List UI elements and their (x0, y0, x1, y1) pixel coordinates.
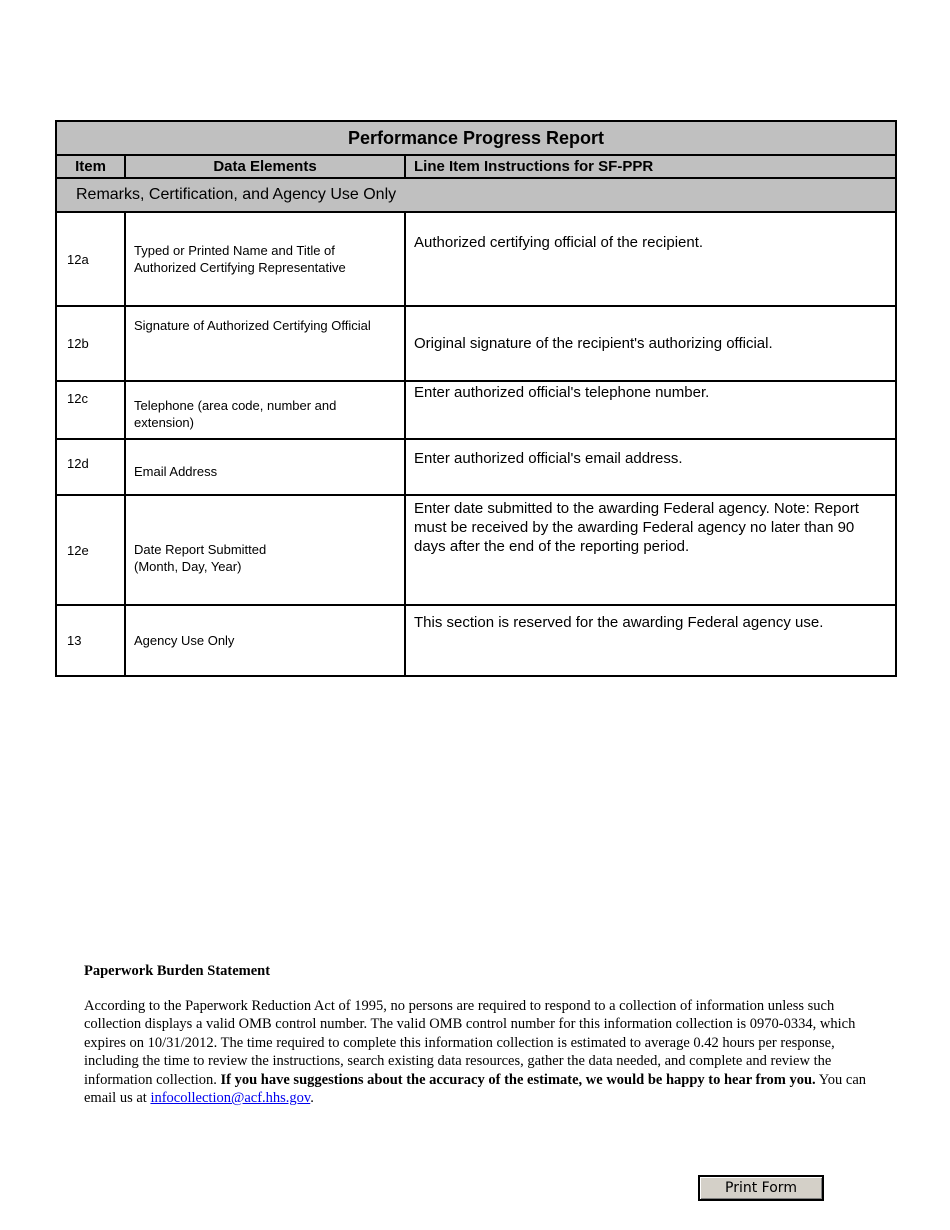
item-number-text: 12d (67, 456, 89, 471)
data-element (125, 306, 405, 381)
table-row (56, 212, 896, 306)
burden-title: Paperwork Burden Statement (84, 963, 271, 979)
header-instructions: Line Item Instructions for SF-PPR (405, 155, 896, 178)
section-heading: Remarks, Certification, and Agency Use Only (56, 178, 896, 212)
print-form-button[interactable]: Print Form (698, 1175, 824, 1201)
item-number: 12e (56, 495, 125, 605)
performance-progress-report-table (55, 120, 897, 677)
instruction-text: Enter authorized official's email address. (414, 450, 683, 467)
data-element-text: Telephone (area code, number and extension) (134, 398, 337, 430)
item-number (56, 439, 125, 495)
instruction (405, 495, 896, 605)
data-element (125, 605, 405, 676)
table-row (56, 495, 896, 605)
data-element (125, 381, 405, 439)
data-element-text: Email Address (134, 463, 218, 479)
instruction-text: Authorized certifying official of the recipient. (414, 234, 704, 251)
instruction-text: Enter date submitted to the awarding Federal agency. Note: Report must be received by the awarding Federal agency no later than 90 days after the end of the reporting period. (414, 500, 859, 555)
data-element-text: Agency Use Only (134, 633, 235, 648)
data-element (125, 495, 405, 605)
item-number-text: 12c (67, 391, 88, 406)
data-element: Typed or Printed Name and Title of Authorized Certifying Representative (125, 212, 405, 306)
burden-text-bold: If you have suggestions about the accuracy of the estimate, we would be happy to hear from you. (220, 1071, 816, 1088)
instruction-text: Original signature of the recipient's authorizing official. (414, 335, 773, 352)
burden-body (84, 997, 874, 1108)
item-number-text: 13 (67, 633, 82, 648)
table-row (56, 381, 896, 439)
item-number (56, 605, 125, 676)
header-data-elements: Data Elements (125, 155, 405, 178)
instruction (405, 381, 896, 439)
burden-text-part1: According to the Paperwork Reduction Act of 1995, no persons are required to respond to a collection of information unless such collection displays a valid OMB control number. The valid OMB control number for this information collection is 0970-0334, which expires on 10/31/2012. The time required to complete this information collection is estimated to average 0.42 hours per response, including the time to review the instructions, search existing data resources, gather the data needed, and complete and review the information collection. (84, 997, 856, 1088)
item-number (56, 381, 125, 439)
instruction (405, 439, 896, 495)
instruction (405, 306, 896, 381)
table-row (56, 605, 896, 676)
burden-text-end: . (310, 1090, 314, 1106)
data-element (125, 439, 405, 495)
header-item: Item (56, 155, 125, 178)
data-element-line1: Date Report Submitted (134, 541, 267, 557)
data-element-line2: (Month, Day, Year) (134, 558, 242, 574)
table-title: Performance Progress Report (56, 121, 896, 155)
paperwork-burden-statement (84, 962, 874, 1108)
data-element-text: Signature of Authorized Certifying Official (134, 318, 371, 333)
item-number: 12b (56, 306, 125, 381)
table-row (56, 439, 896, 495)
item-number: 12a (56, 212, 125, 306)
instruction-text: Enter authorized official's telephone number. (414, 384, 710, 401)
burden-text-part2: You can email us at (84, 1071, 867, 1106)
email-link[interactable]: infocollection@acf.hhs.gov (150, 1090, 311, 1106)
table-row (56, 306, 896, 381)
instruction-text: This section is reserved for the awarding Federal agency use. (414, 614, 824, 631)
instruction (405, 212, 896, 306)
instruction (405, 605, 896, 676)
